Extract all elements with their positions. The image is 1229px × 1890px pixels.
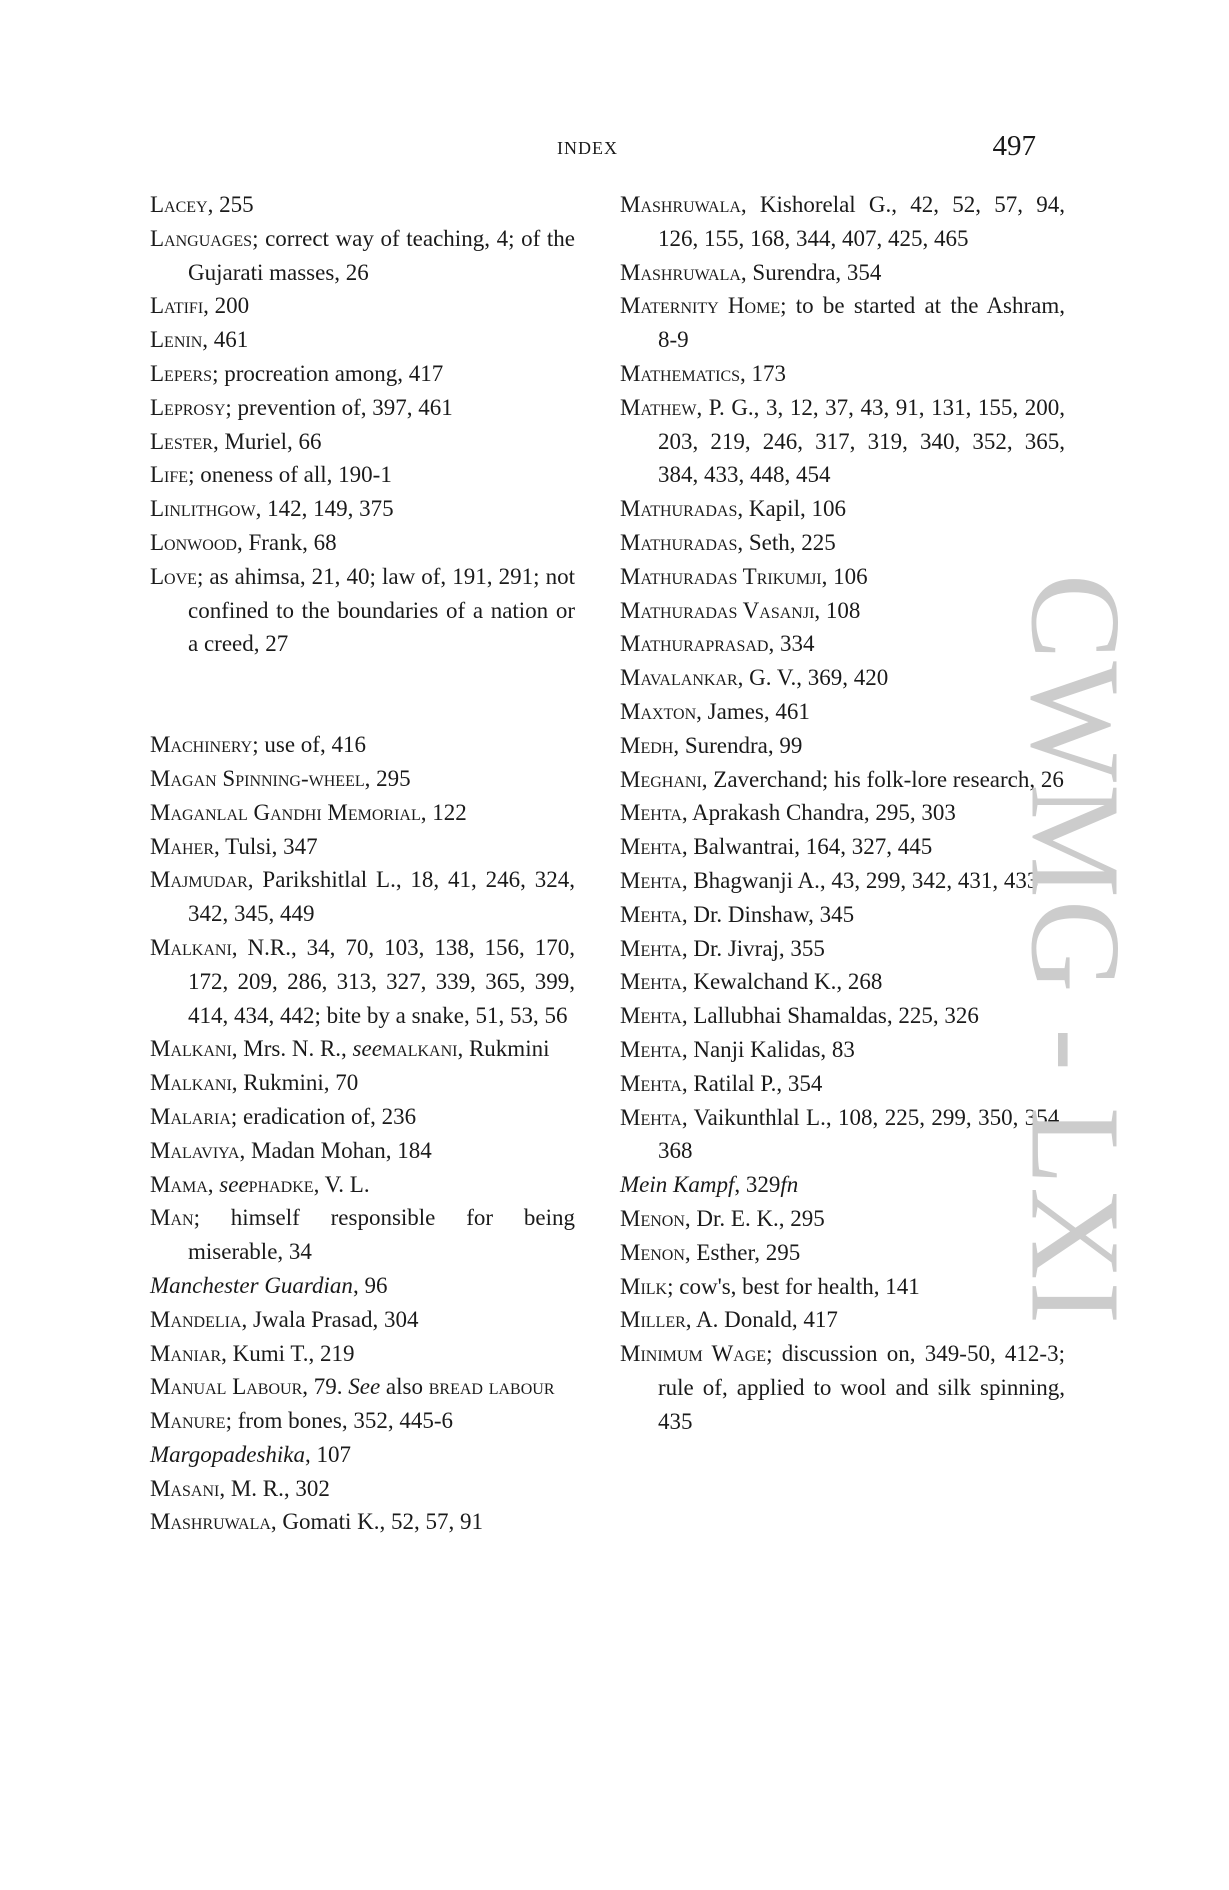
index-entry [620,289,1065,357]
index-entry [620,864,1065,898]
entry-heading: Machinery [150,732,253,758]
entry-text: , 79. [302,1374,349,1400]
entry-text: , P. G., 3, 12, 37, 43, 91, 131, 155, 200, 203, 219, 246, 317, 319, 340, 352, 365, 384, 433, 448, 454 [658,394,1065,488]
index-entry [620,526,1065,560]
entry-heading: Manual Labour [150,1374,303,1400]
entry-text: ; as ahimsa, 21, 40; law of, 191, 291; not confined to the boundaries of a nation or a creed, 27 [188,563,575,657]
index-entry [620,560,1065,594]
index-entry [150,762,575,796]
entry-heading: Love [150,563,197,589]
index-entry [150,458,575,492]
entry-text: , Seth, 225 [737,529,836,555]
entry-text: , Ratilal P., 354 [681,1070,823,1096]
index-entry [150,222,575,290]
index-entry [150,830,575,864]
entry-text: , 255 [207,192,254,217]
index-entry [150,1472,575,1506]
entry-heading: Lenin [150,327,203,353]
index-entry [620,1101,1065,1169]
entry-heading: Mehta [620,1036,682,1062]
entry-heading: Mathuradas Trikumji [620,563,822,589]
entry-heading: Miller [620,1307,686,1333]
index-entry [150,425,575,459]
entry-title: Margopadeshika [150,1441,306,1467]
index-entry [620,830,1065,864]
index-entry [150,1370,575,1404]
index-entry [620,391,1065,492]
index-entry [620,1168,1065,1202]
entry-text: , Rukmini, 70 [231,1070,359,1096]
entry-heading: Mashruwala [150,1509,271,1535]
entry-heading: Mehta [620,1003,682,1029]
entry-text: also [380,1374,429,1400]
entry-text: , Kewalchand K., 268 [681,969,883,995]
entry-text: , Gomati K., 52, 57, 91 [270,1509,484,1535]
entry-text: , Mrs. N. R., [231,1036,353,1062]
entry-heading: Maniar [150,1340,222,1366]
entry-heading: Man [150,1205,194,1231]
index-entry [620,661,1065,695]
entry-text: ; correct way of teaching, 4; of the Gujarati masses, 26 [188,225,575,285]
entry-heading: Malkani [150,1036,232,1062]
entry-heading: Mehta [620,1104,682,1130]
index-entry [150,560,575,661]
entry-text: , M. R., 302 [219,1475,330,1501]
entry-text: , 96 [352,1272,388,1298]
entry-heading: Mehta [620,1070,682,1096]
entry-text: , Tulsi, 347 [214,833,318,859]
entry-text: , 142, 149, 375 [255,496,394,522]
entry-heading: Mehta [620,969,682,995]
entry-text: , Madan Mohan, 184 [239,1137,432,1163]
entry-text: ; from bones, 352, 445-6 [225,1408,453,1434]
index-column-left [150,188,575,1539]
entry-heading: Maternity Home [620,293,781,319]
index-entry [620,357,1065,391]
entry-text: , G. V., 369, 420 [737,665,889,691]
cross-reference-target: bread labour [428,1374,555,1400]
entry-heading: Malaviya [150,1137,240,1163]
index-entry [150,1337,575,1371]
entry-text: , Muriel, 66 [212,428,322,454]
index-entry [620,256,1065,290]
entry-text: , Kishorelal G., 42, 52, 57, 94, 126, 155, 168, 344, 407, 425, 465 [658,192,1065,251]
entry-heading: Mathuradas Vasanji [620,597,815,623]
index-entry [620,1067,1065,1101]
entry-text: , Surendra, 354 [740,259,882,285]
entry-text: , N.R., 34, 70, 103, 138, 156, 170, 172, 209, 286, 313, 327, 339, 365, 399, 414, 434, 442; bite by a snake, 51, 53, 56 [188,934,575,1028]
index-entry [620,1236,1065,1270]
entry-heading: Meghani [620,766,702,792]
watermark-text: CWMG - LXI [1004,573,1147,1327]
entry-text: , 173 [740,360,787,386]
entry-text: , V. L. [313,1171,370,1197]
entry-note: fn [780,1172,799,1198]
entry-text: , Esther, 295 [684,1239,801,1265]
entry-text: ; oneness of all, 190-1 [188,462,392,488]
entry-text: , 295 [364,765,411,791]
entry-heading: Lester [150,428,213,454]
index-entry [620,188,1065,256]
running-head: INDEX [557,138,618,158]
index-entry [150,1269,575,1303]
entry-text: , Kapil, 106 [737,496,846,522]
entry-heading: Mathuradas [620,529,738,555]
index-entry [620,965,1065,999]
entry-heading: Mathematics [620,360,741,386]
index-entry [620,796,1065,830]
index-entry [150,357,575,391]
entry-heading: Languages [150,225,253,251]
index-entry [150,931,575,1032]
entry-text: , 122 [420,799,467,825]
index-entry [620,898,1065,932]
entry-text: , Jwala Prasad, 304 [241,1306,419,1332]
entry-text: , 461 [202,327,249,353]
entry-heading: Mathuradas [620,496,738,522]
entry-heading: Maher [150,833,215,859]
index-column-right [620,188,1065,1438]
index-entry [620,999,1065,1033]
entry-text: ; prevention of, 397, 461 [225,394,453,420]
entry-text: , 329 [734,1172,781,1198]
entry-text: , Balwantrai, 164, 327, 445 [681,834,933,860]
index-entry [620,627,1065,661]
index-entry [620,1202,1065,1236]
cross-reference-target: phadke [248,1171,314,1197]
index-entry [150,1303,575,1337]
index-entry [620,492,1065,526]
entry-heading: Malkani [150,1070,232,1096]
cross-reference-target: malkani [381,1036,458,1062]
index-entry [150,1201,575,1269]
entry-text: ; discussion on, 349-50, 412-3; rule of, applied to wool and silk spinning, 435 [658,1341,1065,1434]
entry-heading: Masani [150,1475,220,1501]
entry-heading: Mashruwala [620,259,741,285]
entry-heading: Mathew [620,394,697,420]
entry-text: , 108 [814,597,861,623]
index-entry [150,492,575,526]
index-entry [620,763,1065,797]
entry-text: , 107 [305,1441,352,1467]
entry-text: , 200 [203,293,250,319]
entry-text: , Vaikunthlal L., 108, 225, 299, 350, 354, 368 [658,1104,1065,1164]
entry-heading: Mehta [620,935,682,961]
entry-heading: Medh [620,732,674,758]
entry-heading: Leprosy [150,394,226,420]
entry-title: Mein Kampf [620,1172,735,1198]
index-entry [150,391,575,425]
entry-heading: Lacey [150,192,208,217]
entry-heading: Mathuraprasad [620,631,769,657]
index-entry [150,289,575,323]
index-entry [150,728,575,762]
index-entry [150,1100,575,1134]
entry-heading: Mavalankar [620,665,738,691]
entry-text: ; himself responsible for being miserable, 34 [188,1205,575,1265]
index-entry [150,1032,575,1066]
index-entry [150,1438,575,1472]
entry-heading: Magan Spinning-wheel [150,765,365,791]
entry-text: , Zaverchand; his folk-lore research, 26 [701,766,1064,792]
index-entry [620,594,1065,628]
index-entry [150,1168,575,1202]
index-entry [150,323,575,357]
entry-text: , Surendra, 99 [673,732,803,758]
entry-text: ; cow's, best for health, 141 [667,1273,920,1299]
entry-heading: Minimum Wage [620,1341,767,1367]
entry-text: , James, 461 [696,698,810,724]
entry-heading: Malkani [150,934,232,960]
cross-reference-marker: See [348,1374,381,1400]
entry-heading: Mandelia [150,1306,242,1332]
entry-heading: Malaria [150,1103,231,1129]
section-gap [150,661,575,728]
page-number: 497 [992,130,1036,162]
index-entry [150,1066,575,1100]
entry-text: , Dr. Dinshaw, 345 [681,901,855,927]
entry-text: , Parikshitlal L., 18, 41, 246, 324, 342, 345, 449 [188,867,575,927]
entry-heading: Mehta [620,867,682,893]
index-entry [620,1303,1065,1337]
index-entry [150,1505,575,1539]
entry-heading: Menon [620,1239,685,1265]
entry-text: , A. Donald, 417 [685,1307,838,1333]
entry-text: , Dr. Jivraj, 355 [681,935,825,961]
index-entry [620,932,1065,966]
entry-heading: Lonwood [150,529,237,555]
entry-text: ; eradication of, 236 [230,1103,417,1129]
index-entry [620,1270,1065,1304]
entry-text: , Aprakash Chandra, 295, 303 [681,800,956,826]
index-entry [150,188,575,222]
index-entry [620,1337,1065,1438]
entry-text: , Nanji Kalidas, 83 [681,1036,855,1062]
entry-heading: Mashruwala [620,192,741,217]
index-entry [150,1404,575,1438]
entry-heading: Maxton [620,698,697,724]
index-entry [150,1134,575,1168]
index-entry [150,863,575,931]
index-entry [620,1033,1065,1067]
entry-text: , Dr. E. K., 295 [684,1205,825,1231]
index-entry [620,729,1065,763]
entry-heading: Majmudar [150,867,248,893]
entry-heading: Linlithgow [150,496,256,522]
watermark [1000,500,1150,1400]
entry-text: , Frank, 68 [236,529,337,555]
entry-heading: Lepers [150,360,213,386]
entry-text: , 334 [768,631,815,657]
entry-heading: Milk [620,1273,668,1299]
entry-heading: Menon [620,1205,685,1231]
cross-reference-marker: see [352,1036,382,1062]
index-entry [150,526,575,560]
entry-text: , Lallubhai Shamaldas, 225, 326 [681,1003,979,1029]
entry-heading: Mehta [620,834,682,860]
cross-reference-marker: see [219,1171,249,1197]
entry-text: ; use of, 416 [252,732,366,758]
entry-text: , Kumi T., 219 [221,1340,355,1366]
entry-text: , Rukmini [457,1036,550,1062]
entry-text: , [207,1171,220,1197]
entry-heading: Mama [150,1171,208,1197]
entry-heading: Mehta [620,800,682,826]
entry-heading: Life [150,462,189,488]
entry-title: Manchester Guardian [150,1272,353,1298]
entry-text: , Bhagwanji A., 43, 299, 342, 431, 433 [681,867,1039,893]
page-header [0,130,1229,170]
entry-heading: Latifi [150,293,204,319]
entry-text: , 106 [821,563,868,589]
entry-text: ; to be started at the Ashram, 8-9 [658,293,1066,353]
index-entry [150,796,575,830]
entry-text: ; procreation among, 417 [212,360,444,386]
index-entry [620,695,1065,729]
entry-heading: Manure [150,1408,226,1434]
entry-heading: Mehta [620,901,682,927]
entry-heading: Maganlal Gandhi Memorial [150,799,421,825]
